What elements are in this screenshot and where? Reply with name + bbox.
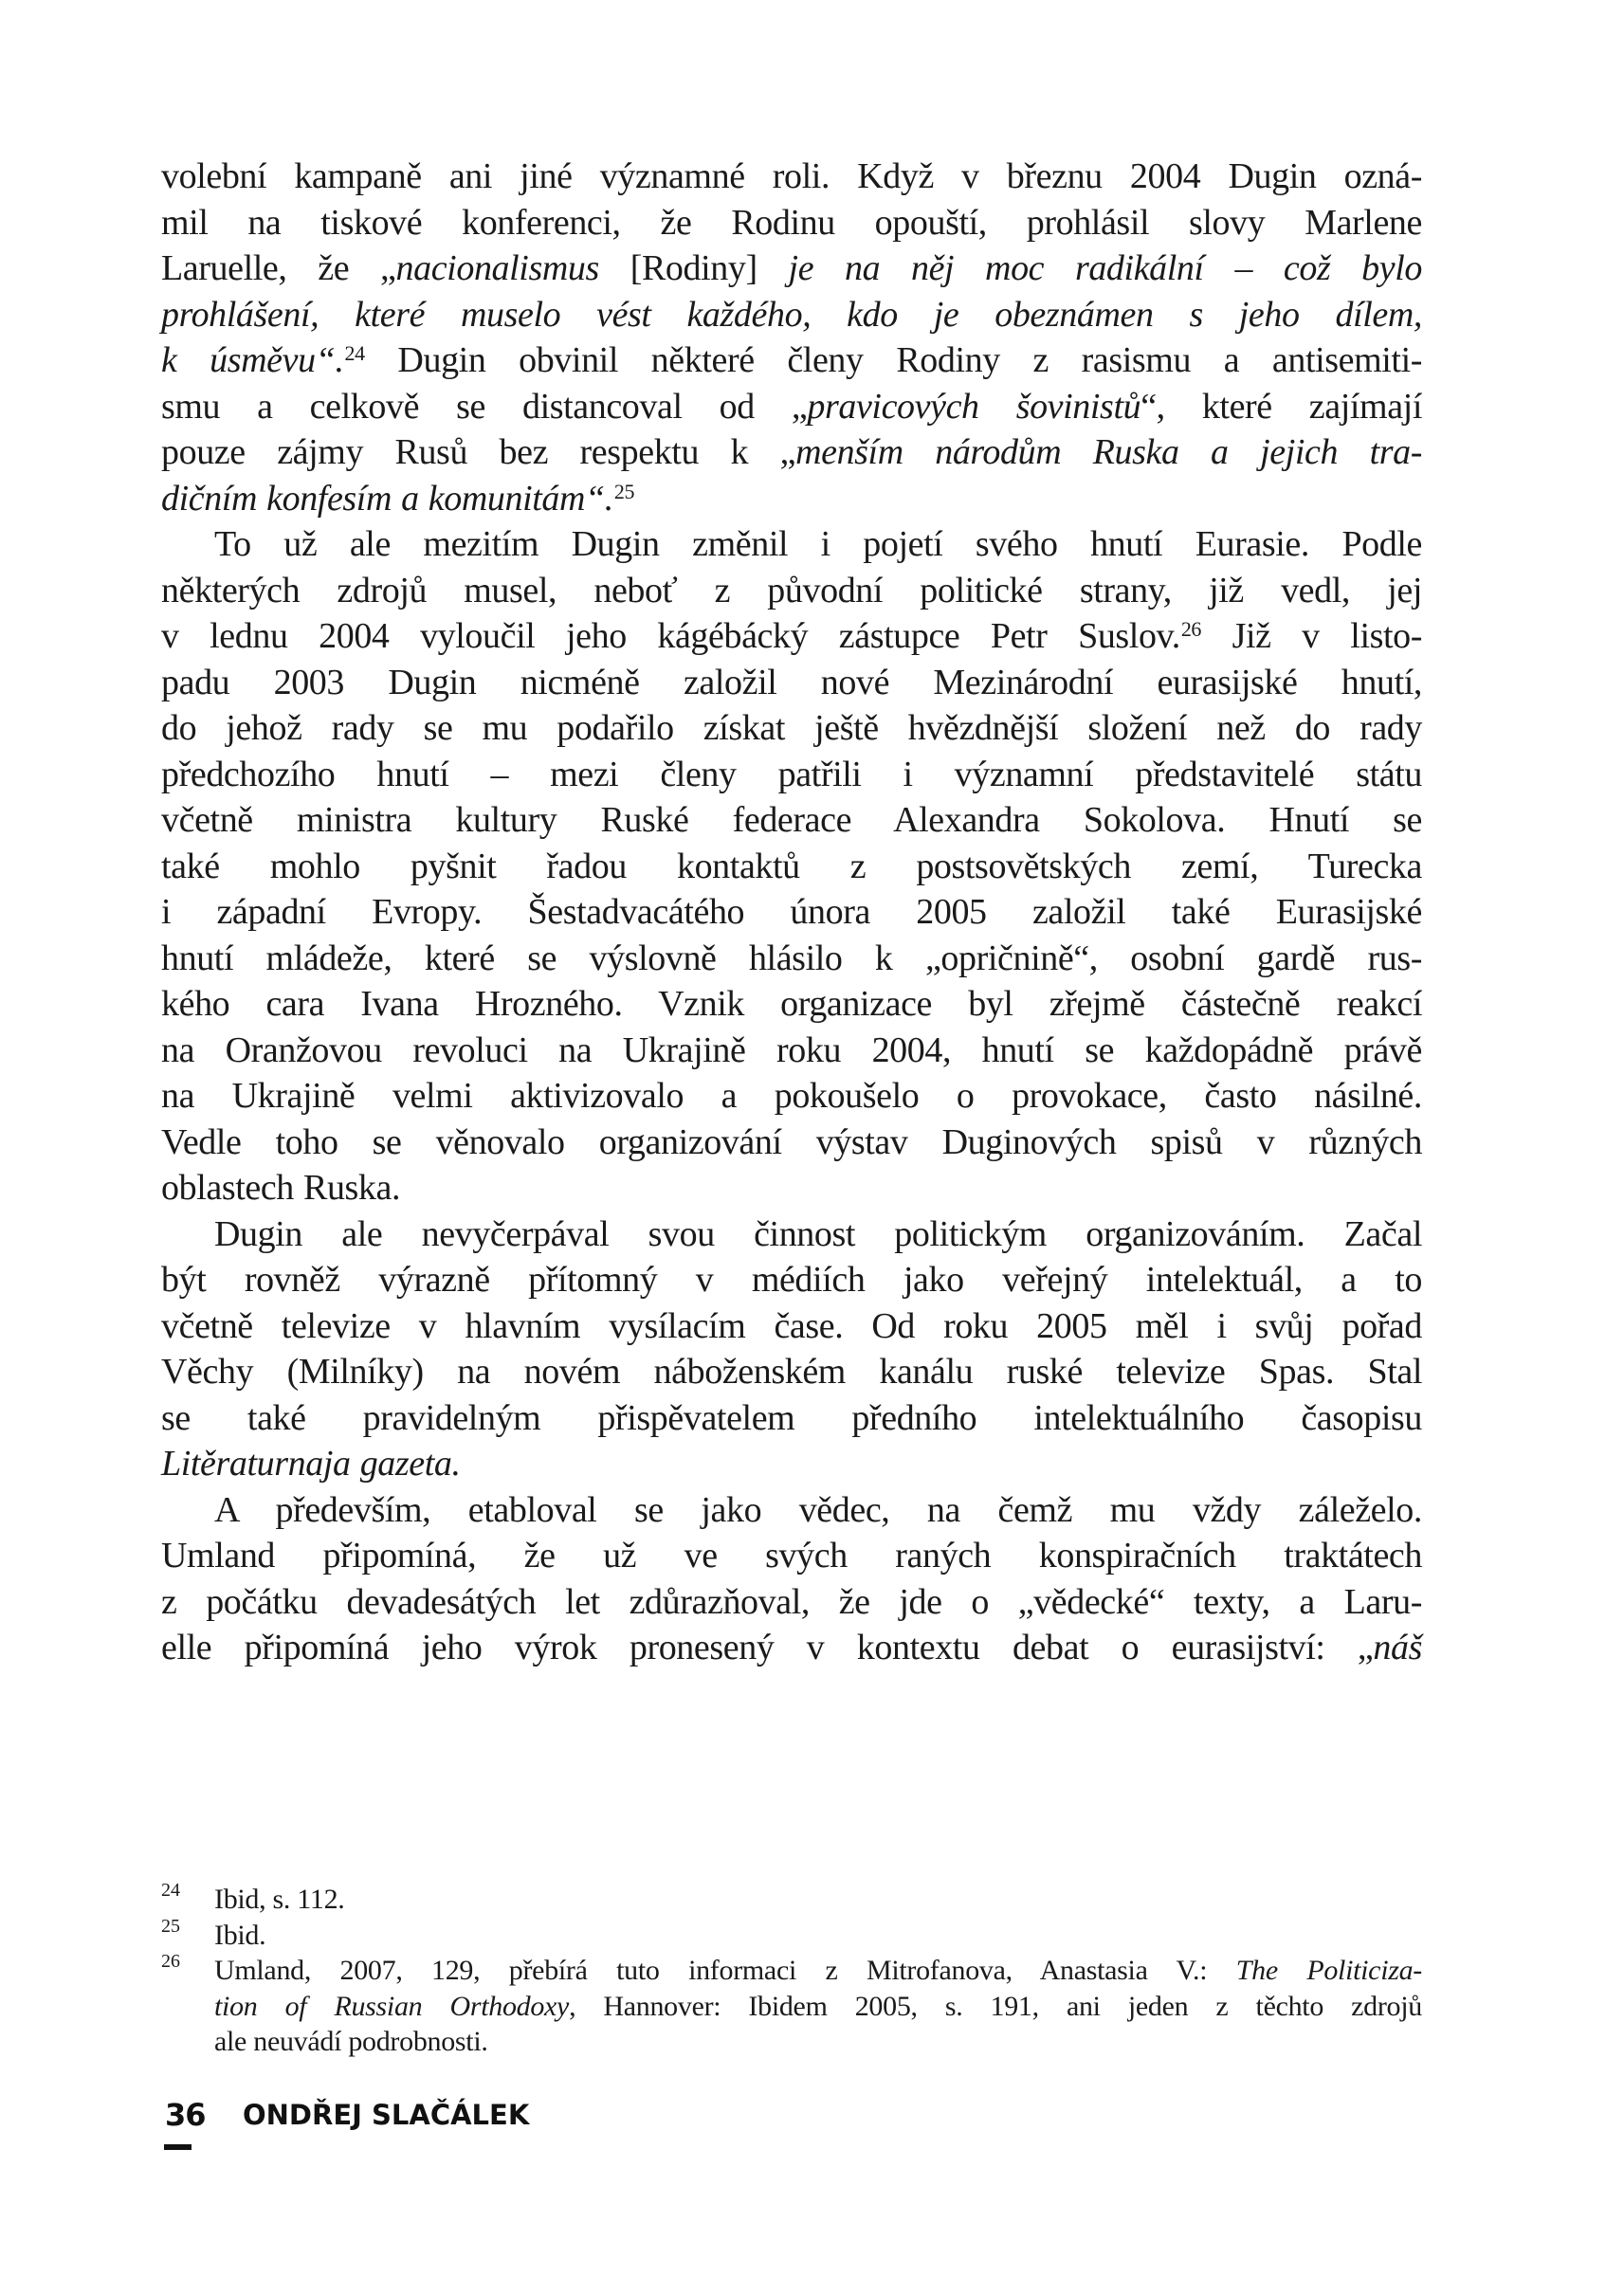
- text-line: i západní Evropy. Šestadvacátého února 2005 založil také Eurasijské: [161, 892, 1422, 932]
- footnotes: [161, 1882, 1422, 2060]
- book-title: The Politiciza-: [1235, 1955, 1422, 1986]
- text-line: včetně televize v hlavním vysílacím čase. Od roku 2005 měl i svůj pořad: [161, 1305, 1422, 1346]
- text-line: padu 2003 Dugin nicméně založil nové Mezinárodní eurasijské hnutí,: [161, 662, 1422, 702]
- text-line: včetně ministra kultury Ruské federace Alexandra Sokolova. Hnutí se: [161, 800, 1422, 840]
- text-line: také mohlo pyšnit řadou kontaktů z postsovětských zemí, Turecka: [161, 846, 1422, 886]
- text-line: elle připomíná jeho výrok pronesený v kontextu debat o eurasijství: „náš: [161, 1628, 1422, 1667]
- periodical-title: Litěraturnaja gazeta.: [161, 1444, 461, 1484]
- footnote-number: 24: [161, 1880, 180, 1901]
- text-line: Umland připomíná, že už ve svých raných konspiračních traktátech: [161, 1536, 1422, 1576]
- footnote-number: 26: [161, 1951, 180, 1972]
- text-line: z počátku devadesátých let zdůrazňoval, že jde o „vědecké“ texty, a Laru-: [161, 1581, 1422, 1622]
- text-line: smu a celkově se distancoval od „pravicových šovinistů“, které zajímají: [161, 386, 1422, 427]
- author-name: ONDŘEJ SLAČÁLEK: [243, 2099, 530, 2131]
- text-line: Laruelle, že „nacionalismus [Rodiny] je na něj moc radikální – což bylo: [161, 248, 1422, 288]
- footnote-25: [161, 1915, 1422, 1954]
- text-line: předchozího hnutí – mezi členy patřili i významní představitelé státu: [161, 754, 1422, 794]
- footnote-text: Ibid, s. 112.: [214, 1884, 345, 1915]
- footnote-number: 25: [161, 1915, 180, 1937]
- quote-italic: dičním konfesím a komunitám“.: [161, 478, 613, 519]
- text-line: kého cara Ivana Hrozného. Vznik organizace byl zřejmě částečně reakcí: [161, 984, 1422, 1024]
- quote-italic: prohlášení, které muselo vést každého, kdo je obeznámen s jeho dílem,: [161, 294, 1422, 335]
- footnote-24: [161, 1882, 1422, 1918]
- quote-italic: pravicových šovinistů: [807, 386, 1141, 427]
- quote-italic: k úsměvu“.: [161, 340, 344, 380]
- page-number-underline: [164, 2144, 192, 2150]
- text-line: [161, 292, 1422, 338]
- footnote-ref-24[interactable]: 24: [344, 341, 365, 365]
- footnote-text: tion of Russian Orthodoxy, Hannover: Ibidem 2005, s. 191, ani jeden z těchto zdrojů: [214, 1990, 1422, 2022]
- text-line: To už ale mezitím Dugin změnil i pojetí svého hnutí Eurasie. Podle: [214, 524, 1422, 564]
- footnote-26: [161, 1953, 1422, 2060]
- text-line: volební kampaně ani jiné významné roli. Když v březnu 2004 Dugin ozná-: [161, 156, 1422, 196]
- text-line: na Ukrajině velmi aktivizovalo a pokoušelo o provokace, často násilné.: [161, 1076, 1422, 1116]
- footnote-ref-26[interactable]: 26: [1180, 617, 1202, 641]
- text-line: [161, 1441, 1422, 1487]
- text-line: mil na tiskové konferenci, že Rodinu opouští, prohlásil slovy Marlene: [161, 202, 1422, 243]
- quote-italic: náš: [1373, 1628, 1422, 1667]
- text-line: A především, etabloval se jako vědec, na čemž mu vždy záleželo.: [214, 1489, 1422, 1530]
- text-line: se také pravidelným přispěvatelem předního intelektuálního časopisu: [161, 1397, 1422, 1438]
- text-line: do jehož rady se mu podařilo získat ještě hvězdnější složení než do rady: [161, 708, 1422, 748]
- paragraph-2: [161, 521, 1422, 1211]
- footnote-text: Ibid.: [214, 1919, 266, 1951]
- text-line: hnutí mládeže, které se výslovně hlásilo k „opričnině“, osobní gardě rus-: [161, 938, 1422, 978]
- text-line: Vedle toho se věnovalo organizování výstav Duginových spisů v různých: [161, 1121, 1422, 1162]
- quote-italic: menším národům Ruska a jejich tra-: [795, 432, 1422, 472]
- text-line: Dugin ale nevyčerpával svou činnost politickým organizováním. Začal: [214, 1213, 1422, 1254]
- book-title: tion of Russian Orthodoxy: [214, 1990, 570, 2022]
- paragraph-3: [161, 1211, 1422, 1487]
- text-line: v lednu 2004 vyloučil jeho kágébácký zástupce Petr Suslov.$^{26}$ Již v listo-: [161, 616, 1422, 656]
- main-text: [161, 154, 1422, 1671]
- text-line: na Oranžovou revoluci na Ukrajině roku 2004, hnutí se každopádně právě: [161, 1029, 1422, 1070]
- page-number: 36: [165, 2097, 206, 2133]
- text-line: oblastech Ruska.: [161, 1168, 401, 1208]
- text-line: pouze zájmy Rusů bez respektu k „menším národům Ruska a jejich tra-: [161, 432, 1422, 472]
- text-line: k úsměvu“.$^{24}$ Dugin obvinil některé členy Rodiny z rasismu a antisemiti-: [161, 340, 1422, 380]
- footnote-text: ale neuvádí podrobnosti.: [214, 2026, 488, 2057]
- footnote-text: Umland, 2007, 129, přebírá tuto informaci z Mitrofanova, Anastasia V.: The Politiciza-: [214, 1955, 1422, 1986]
- quote-italic: nacionalismus: [395, 248, 599, 288]
- quote-italic: je na něj moc radikální – což bylo: [788, 248, 1422, 288]
- paragraph-1: [161, 154, 1422, 521]
- paragraph-4: [161, 1487, 1422, 1671]
- text-line: některých zdrojů musel, neboť z původní politické strany, již vedl, jej: [161, 570, 1422, 610]
- footnote-ref-25[interactable]: 25: [613, 479, 635, 503]
- text-line: být rovněž výrazně přítomný v médiích jako veřejný intelektuál, a to: [161, 1260, 1422, 1300]
- text-line: [161, 476, 1422, 522]
- text-line: Věchy (Milníky) na novém náboženském kanálu ruské televize Spas. Stal: [161, 1352, 1422, 1392]
